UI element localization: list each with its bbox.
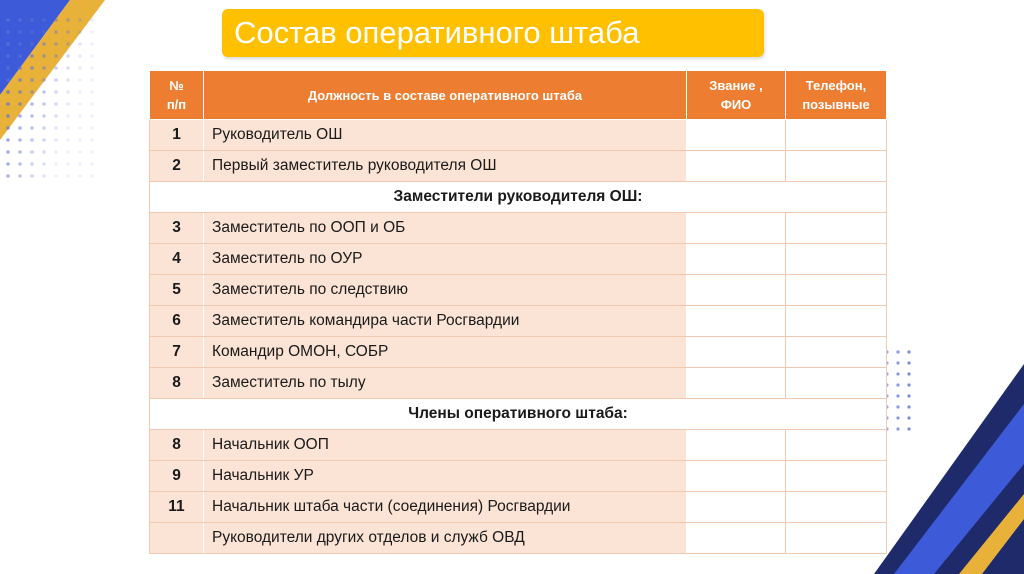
- row-phone-cell: [786, 151, 887, 182]
- decor-dot: [896, 416, 899, 419]
- decor-dot: [6, 174, 10, 178]
- decor-dot: [30, 174, 34, 178]
- decor-dot: [6, 66, 10, 70]
- decor-dot: [90, 30, 94, 34]
- row-position: Заместитель по следствию: [204, 275, 687, 306]
- row-phone-cell: [786, 213, 887, 244]
- decor-dot: [896, 383, 899, 386]
- decor-dot: [78, 78, 82, 82]
- decor-dot: [78, 30, 82, 34]
- decor-dot: [18, 114, 22, 118]
- row-number: 9: [150, 461, 204, 492]
- decor-dot: [6, 30, 10, 34]
- decor-dot: [896, 372, 899, 375]
- table-header-row: [150, 71, 887, 120]
- decor-dot: [907, 361, 910, 364]
- decor-dot: [907, 405, 910, 408]
- decor-dot: [54, 138, 58, 142]
- decor-dot: [30, 54, 34, 58]
- decor-dot: [54, 54, 58, 58]
- decor-dot: [6, 114, 10, 118]
- header-num: № п/п: [150, 71, 204, 120]
- decor-dot: [42, 162, 46, 166]
- row-position: Заместитель командира части Росгвардии: [204, 306, 687, 337]
- row-phone-cell: [786, 523, 887, 554]
- table-row: [150, 213, 887, 244]
- decor-dot: [54, 126, 58, 130]
- decor-dot: [78, 114, 82, 118]
- decor-dot: [18, 162, 22, 166]
- decor-dot: [54, 42, 58, 46]
- decor-dot: [54, 150, 58, 154]
- row-rank-cell: [687, 151, 786, 182]
- decor-dot: [30, 126, 34, 130]
- decor-dot: [907, 383, 910, 386]
- decor-dot: [66, 150, 70, 154]
- decor-dot: [78, 90, 82, 94]
- row-phone-cell: [786, 368, 887, 399]
- decor-dot: [42, 42, 46, 46]
- row-number: 2: [150, 151, 204, 182]
- section-heading: Заместители руководителя ОШ:: [150, 182, 887, 213]
- decor-dot: [66, 78, 70, 82]
- section-heading: Члены оперативного штаба:: [150, 399, 887, 430]
- header-rank: Звание , ФИО: [687, 71, 786, 120]
- row-position: Командир ОМОН, СОБР: [204, 337, 687, 368]
- row-number: 7: [150, 337, 204, 368]
- decor-dot: [66, 126, 70, 130]
- table-row: [150, 120, 887, 151]
- decor-dot: [54, 66, 58, 70]
- decor-dot: [90, 102, 94, 106]
- decor-dot: [896, 427, 899, 430]
- decor-dot: [66, 138, 70, 142]
- decor-dot: [66, 18, 70, 22]
- title-banner: [222, 9, 764, 57]
- row-phone-cell: [786, 492, 887, 523]
- decor-dot: [90, 150, 94, 154]
- decor-dot: [896, 405, 899, 408]
- decor-dot: [90, 66, 94, 70]
- decor-dot: [78, 66, 82, 70]
- decor-dot: [896, 350, 899, 353]
- decor-dot: [78, 102, 82, 106]
- decor-dot: [78, 54, 82, 58]
- table-row: [150, 430, 887, 461]
- decor-dot: [42, 150, 46, 154]
- decor-dot: [6, 54, 10, 58]
- row-position: Начальник ООП: [204, 430, 687, 461]
- table-row: [150, 275, 887, 306]
- decor-dot: [42, 54, 46, 58]
- row-position: Заместитель по ООП и ОБ: [204, 213, 687, 244]
- decor-dot: [896, 394, 899, 397]
- decor-dot: [54, 78, 58, 82]
- row-position: Руководители других отделов и служб ОВД: [204, 523, 687, 554]
- decor-dot: [90, 54, 94, 58]
- decor-dot: [18, 30, 22, 34]
- decor-dot: [907, 372, 910, 375]
- row-rank-cell: [687, 368, 786, 399]
- decor-dot: [54, 18, 58, 22]
- decor-dot: [42, 30, 46, 34]
- row-number: 1: [150, 120, 204, 151]
- decor-dot: [18, 90, 22, 94]
- decor-dot: [66, 54, 70, 58]
- decor-dot: [66, 66, 70, 70]
- decor-dot: [907, 350, 910, 353]
- decor-dot: [30, 114, 34, 118]
- decor-dot: [18, 174, 22, 178]
- row-rank-cell: [687, 430, 786, 461]
- decor-dot: [907, 394, 910, 397]
- decor-dot: [78, 162, 82, 166]
- table-row: [150, 337, 887, 368]
- decor-dot: [42, 114, 46, 118]
- row-number: 6: [150, 306, 204, 337]
- decor-dot: [66, 174, 70, 178]
- decor-dot: [6, 102, 10, 106]
- row-rank-cell: [687, 120, 786, 151]
- decor-dot: [907, 416, 910, 419]
- decor-dot: [78, 174, 82, 178]
- decor-dot: [78, 126, 82, 130]
- header-position: Должность в составе оперативного штаба: [204, 71, 687, 120]
- decor-dot: [30, 42, 34, 46]
- decor-dot: [42, 102, 46, 106]
- row-number: 4: [150, 244, 204, 275]
- row-rank-cell: [687, 492, 786, 523]
- decor-dot: [90, 162, 94, 166]
- decor-dot: [54, 174, 58, 178]
- page-title: Состав оперативного штаба: [234, 15, 640, 50]
- decor-dot: [30, 102, 34, 106]
- decor-dot: [6, 162, 10, 166]
- section-row: [150, 182, 887, 213]
- decor-dot: [18, 66, 22, 70]
- row-number: 11: [150, 492, 204, 523]
- row-rank-cell: [687, 275, 786, 306]
- row-position: Первый заместитель руководителя ОШ: [204, 151, 687, 182]
- decor-dot: [78, 18, 82, 22]
- table-row: [150, 368, 887, 399]
- decor-dot: [18, 54, 22, 58]
- decor-dot: [30, 78, 34, 82]
- decor-dot: [54, 102, 58, 106]
- decor-dot: [42, 126, 46, 130]
- row-number: 3: [150, 213, 204, 244]
- decor-dot: [54, 30, 58, 34]
- decor-dot: [30, 162, 34, 166]
- decor-dot: [66, 90, 70, 94]
- table-row: [150, 151, 887, 182]
- table-row: [150, 244, 887, 275]
- decor-dot: [42, 66, 46, 70]
- row-rank-cell: [687, 461, 786, 492]
- decor-dot: [18, 150, 22, 154]
- decor-dot: [90, 174, 94, 178]
- decor-dot: [6, 90, 10, 94]
- row-position: Заместитель по ОУР: [204, 244, 687, 275]
- decor-dot: [90, 78, 94, 82]
- row-number: 8: [150, 430, 204, 461]
- decor-dot: [30, 150, 34, 154]
- decor-dot: [78, 138, 82, 142]
- decor-dot: [42, 18, 46, 22]
- decor-dot: [66, 102, 70, 106]
- row-position: Заместитель по тылу: [204, 368, 687, 399]
- decor-dot: [18, 138, 22, 142]
- decor-dot: [90, 90, 94, 94]
- section-row: [150, 399, 887, 430]
- row-phone-cell: [786, 337, 887, 368]
- decor-dot: [66, 30, 70, 34]
- decor-dot: [54, 90, 58, 94]
- decor-dot: [18, 42, 22, 46]
- decor-dot: [30, 66, 34, 70]
- row-number: 5: [150, 275, 204, 306]
- decor-dot: [6, 18, 10, 22]
- row-position: Руководитель ОШ: [204, 120, 687, 151]
- staff-table: [149, 70, 887, 554]
- row-phone-cell: [786, 244, 887, 275]
- decor-dot: [78, 42, 82, 46]
- decor-dot: [66, 42, 70, 46]
- decor-dot: [66, 162, 70, 166]
- header-phone: Телефон, позывные: [786, 71, 887, 120]
- decor-dot: [42, 78, 46, 82]
- row-position: Начальник штаба части (соединения) Росгвардии: [204, 492, 687, 523]
- decor-dot: [6, 126, 10, 130]
- decor-dot: [30, 90, 34, 94]
- table-row: [150, 306, 887, 337]
- decor-dot: [42, 90, 46, 94]
- row-phone-cell: [786, 275, 887, 306]
- decor-dot: [907, 427, 910, 430]
- decor-dot: [6, 78, 10, 82]
- table-row: [150, 492, 887, 523]
- decor-dot: [30, 138, 34, 142]
- decor-dot: [6, 150, 10, 154]
- row-rank-cell: [687, 523, 786, 554]
- row-rank-cell: [687, 337, 786, 368]
- row-rank-cell: [687, 244, 786, 275]
- decor-dot: [30, 30, 34, 34]
- table-row: [150, 461, 887, 492]
- decor-dot: [90, 138, 94, 142]
- decor-dot: [90, 42, 94, 46]
- row-position: Начальник УР: [204, 461, 687, 492]
- decor-dot: [78, 150, 82, 154]
- decor-dot: [30, 18, 34, 22]
- row-phone-cell: [786, 430, 887, 461]
- row-phone-cell: [786, 461, 887, 492]
- row-number: 8: [150, 368, 204, 399]
- row-rank-cell: [687, 306, 786, 337]
- row-phone-cell: [786, 120, 887, 151]
- decor-dot: [18, 78, 22, 82]
- row-rank-cell: [687, 213, 786, 244]
- decor-dot: [90, 18, 94, 22]
- decor-dot: [66, 114, 70, 118]
- decor-dot: [54, 114, 58, 118]
- decor-dot: [18, 102, 22, 106]
- decor-dot: [18, 18, 22, 22]
- decor-dot: [18, 126, 22, 130]
- decor-dot: [54, 162, 58, 166]
- decor-dot: [90, 126, 94, 130]
- decor-dot: [896, 361, 899, 364]
- decor-dot: [42, 138, 46, 142]
- decor-dot: [6, 42, 10, 46]
- table-row: [150, 523, 887, 554]
- row-number: [150, 523, 204, 554]
- row-phone-cell: [786, 306, 887, 337]
- decor-dot: [90, 114, 94, 118]
- decor-dot: [6, 138, 10, 142]
- decor-dot: [42, 174, 46, 178]
